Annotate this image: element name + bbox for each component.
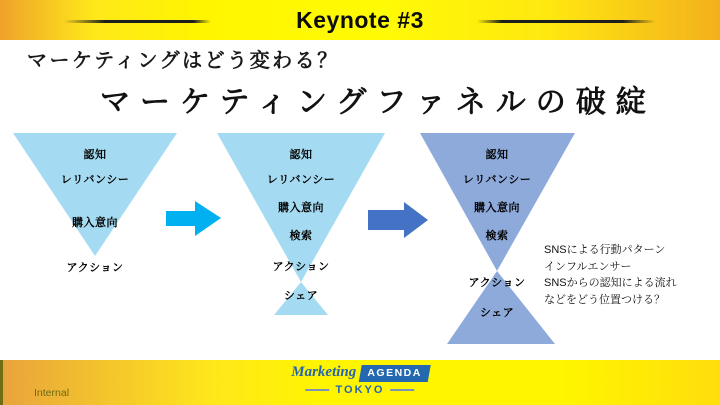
side-note-line: SNSによる行動パターン bbox=[544, 244, 666, 256]
funnel-3-label: 検索 bbox=[485, 230, 509, 242]
funnel-3-label: 認知 bbox=[485, 149, 509, 161]
funnel-1-label: 認知 bbox=[83, 149, 107, 161]
logo-bottom-row bbox=[306, 384, 415, 396]
logo-agenda-badge bbox=[359, 365, 431, 382]
logo-tokyo-text: TOKYO bbox=[335, 384, 385, 396]
funnel-2-label: 検索 bbox=[289, 230, 313, 242]
side-note-line: SNSからの認知による流れ bbox=[544, 277, 677, 289]
logo-dash-left bbox=[306, 389, 330, 391]
side-note bbox=[544, 242, 720, 308]
funnel-1-label: レリバンシー bbox=[60, 174, 130, 186]
logo-agenda-text: AGENDA bbox=[367, 367, 422, 379]
funnel-3-label: レリバンシー bbox=[462, 174, 532, 186]
internal-label: Internal bbox=[34, 387, 70, 399]
side-note-line: などをどう位置つける？ bbox=[544, 293, 665, 306]
funnel-3-label: シェア bbox=[479, 307, 515, 319]
keynote-number-title: Keynote #3 bbox=[296, 7, 424, 33]
funnel-2-label: アクション bbox=[272, 261, 330, 273]
funnel-1-label: アクション bbox=[66, 262, 124, 274]
funnel-2-label: 認知 bbox=[289, 149, 313, 161]
top-band bbox=[0, 0, 720, 40]
left-edge-strip bbox=[0, 360, 3, 405]
logo-marketing-text: Marketing bbox=[291, 364, 357, 380]
funnel-3-label: 購入意向 bbox=[474, 202, 520, 214]
arrow-right-icon-shape bbox=[166, 201, 221, 236]
slide-title: マーケティングファネルの破綻 bbox=[100, 86, 656, 119]
funnel-3-label: アクション bbox=[468, 277, 526, 289]
funnel-2-label: レリバンシー bbox=[266, 174, 336, 186]
logo-top-row bbox=[291, 364, 429, 382]
logo-dash-right bbox=[390, 389, 414, 391]
brand-logo bbox=[291, 364, 429, 396]
side-note-line: インフルエンサー bbox=[544, 260, 632, 273]
funnel-1-label: 購入意向 bbox=[72, 217, 118, 229]
funnel-2-label: シェア bbox=[283, 290, 319, 302]
funnel-2-label: 購入意向 bbox=[278, 202, 324, 214]
slide-subtitle: マーケティングはどう変わる？ bbox=[27, 50, 340, 72]
